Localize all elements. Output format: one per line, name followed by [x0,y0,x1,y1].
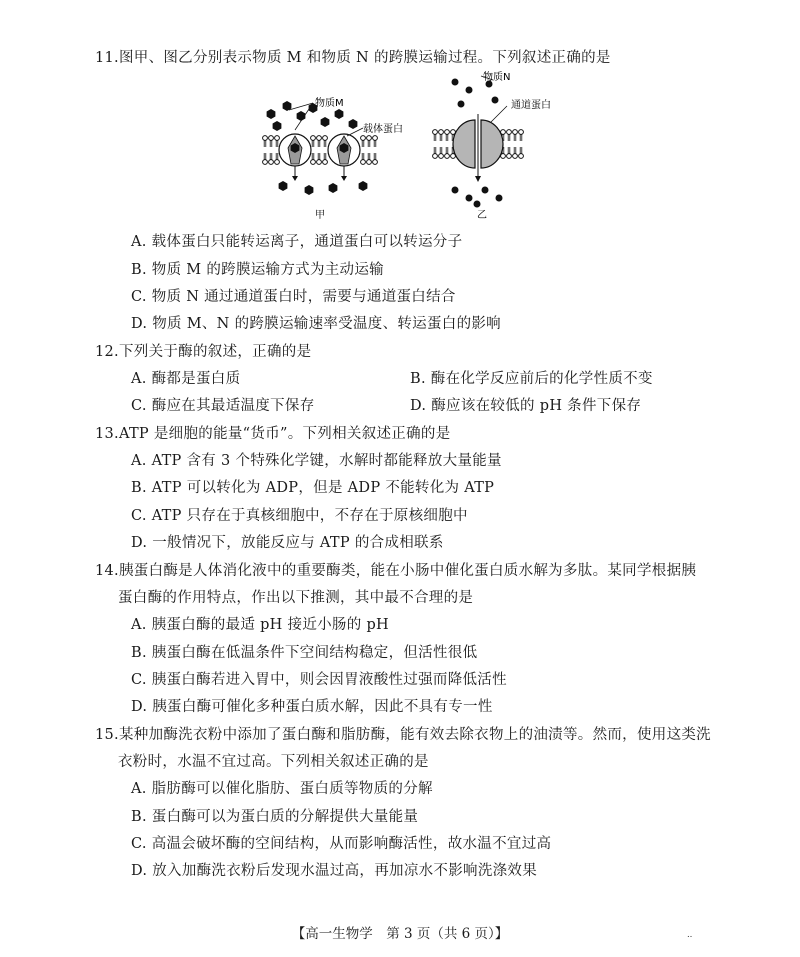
carrier-protein-2 [328,134,360,181]
q14-option-a: A. 胰蛋白酶的最适 pH 接近小肠的 pH [131,617,389,633]
q15-stem-line-1: 某种加酶洗衣粉中添加了蛋白酶和脂肪酶，能有效去除衣物上的油渍等。然而，使用这类洗 [118,727,711,743]
q13-option-a: A. ATP 含有 3 个特殊化学键，水解时都能释放大量能量 [131,453,502,469]
q12-stem-text: 下列关于酶的叙述，正确的是 [118,344,312,360]
q15-option-b: B. 蛋白酶可以为蛋白质的分解提供大量能量 [131,809,419,825]
q13-option-b: B. ATP 可以转化为 ADP，但是 ADP 不能转化为 ATP [131,480,495,496]
q14-stem-line-2: 蛋白酶的作用特点，作出以下推测，其中最不合理的是 [118,590,474,606]
q12-number: 12. [95,344,119,360]
q14-option-d: D. 胰蛋白酶可催化多种蛋白质水解，因此不具有专一性 [131,699,493,715]
q15-option-d: D. 放入加酶洗衣粉后发现水温过高，再加凉水不影响洗涤效果 [131,863,538,879]
q15-number: 15. [95,727,119,743]
q11-option-b: B. 物质 M 的跨膜运输方式为主动运输 [131,262,384,278]
q14-stem [95,561,696,581]
q11-stem [95,48,611,68]
q13-option-d: D. 一般情况下，放能反应与 ATP 的合成相联系 [131,535,444,551]
q12-option-c: C. 酶应在其最适温度下保存 [131,398,315,414]
page-footer: 【高一生物学 第 3 页（共 6 页）】 [291,926,509,942]
corner-mark: ‥ [687,930,693,939]
q13-stem [95,424,451,444]
q11-number: 11. [95,50,119,66]
q12-option-d: D. 酶应该在较低的 pH 条件下保存 [410,398,642,414]
q14-number: 14. [95,563,119,579]
label-substance-n: 物质N [483,72,511,83]
q14-option-c: C. 胰蛋白酶若进入胃中，则会因胃液酸性过强而降低活性 [131,672,507,688]
q13-stem-text: ATP 是细胞的能量“货币”。下列相关叙述正确的是 [118,426,451,442]
q12-option-a: A. 酶都是蛋白质 [131,371,241,387]
q12-stem [95,342,311,362]
q13-option-c: C. ATP 只存在于真核细胞中，不存在于原核细胞中 [131,508,468,524]
label-panel-a: 甲 [315,210,325,221]
membrane-transport-figure [255,70,575,230]
q11-option-d: D. 物质 M、N 的跨膜运输速率受温度、转运蛋白的影响 [131,316,501,332]
q15-option-c: C. 高温会破坏酶的空间结构，从而影响酶活性，故水温不宜过高 [131,836,552,852]
q14-stem-line-1: 胰蛋白酶是人体消化液中的重要酶类，能在小肠中催化蛋白质水解为多肽。某同学根据胰 [118,563,697,579]
carrier-protein-1 [279,134,311,181]
label-panel-b: 乙 [477,210,487,221]
q12-option-b: B. 酶在化学反应前后的化学性质不变 [410,371,653,387]
q11-stem-text: 图甲、图乙分别表示物质 M 和物质 N 的跨膜运输过程。下列叙述正确的是 [118,50,611,66]
q11-option-a: A. 载体蛋白只能转运离子，通道蛋白可以转运分子 [131,234,463,250]
q14-option-b: B. 胰蛋白酶在低温条件下空间结构稳定，但活性很低 [131,645,478,661]
label-channel-protein: 通道蛋白 [511,100,551,111]
q15-option-a: A. 脂肪酶可以催化脂肪、蛋白质等物质的分解 [131,781,433,797]
q13-number: 13. [95,426,119,442]
label-substance-m: 物质M [315,98,344,109]
channel-protein [453,114,503,182]
q15-stem [95,725,711,745]
label-carrier-protein: 载体蛋白 [363,124,403,135]
q11-option-c: C. 物质 N 通过通道蛋白时，需要与通道蛋白结合 [131,289,456,305]
q15-stem-line-2: 衣粉时，水温不宜过高。下列相关叙述正确的是 [118,754,429,770]
